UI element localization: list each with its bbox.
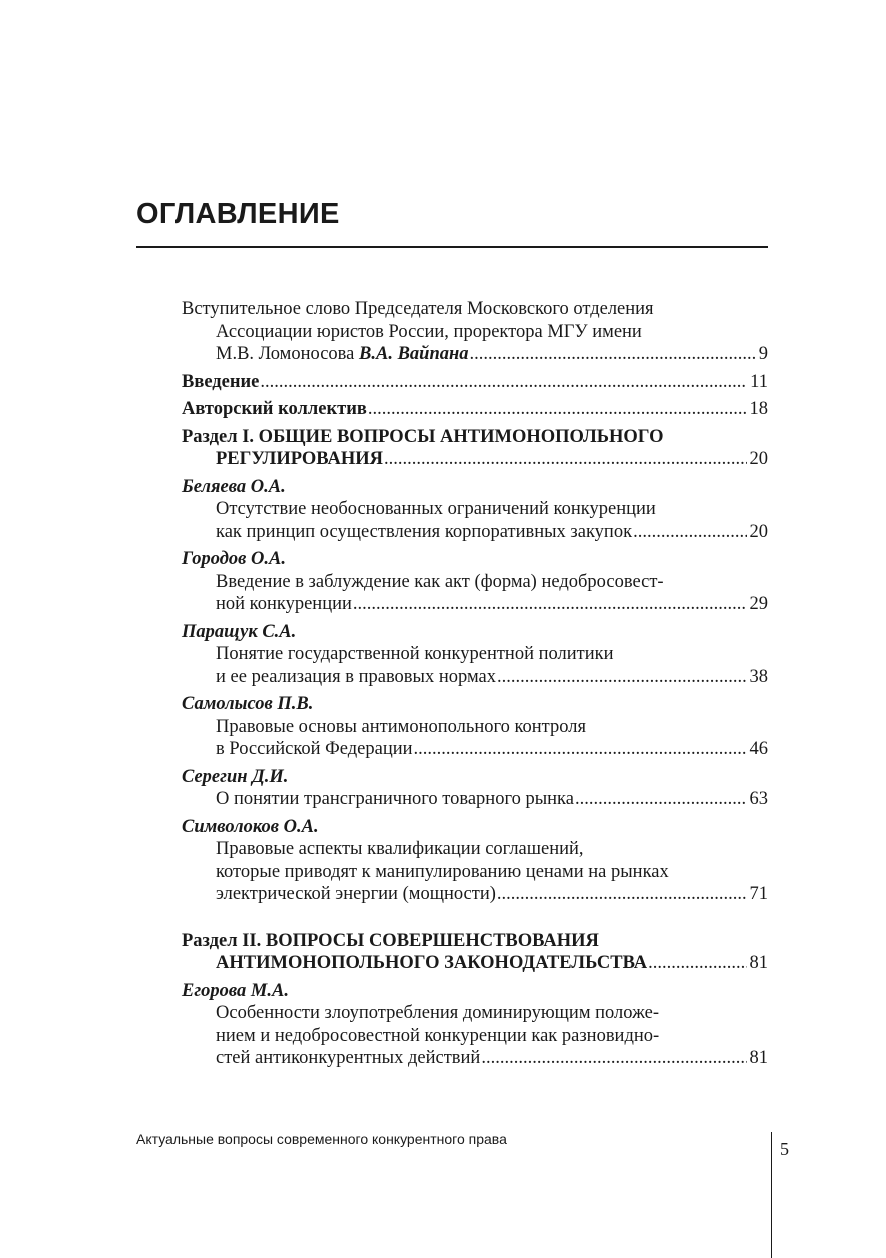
toc-text: О понятии трансграничного товарного рынка — [216, 789, 574, 809]
toc-section-title: Раздел I. ОБЩИЕ ВОПРОСЫ АНТИМОНОПОЛЬНОГО — [182, 426, 664, 447]
toc-entry-article[interactable] — [182, 766, 768, 811]
toc-line — [182, 343, 768, 366]
toc-line: нием и недобросовестной конкуренции как разновидно- — [216, 1025, 660, 1046]
toc-line — [182, 788, 768, 811]
toc-line: Правовые основы антимонопольного контроля — [216, 716, 586, 737]
toc-line — [182, 952, 768, 975]
toc-text: стей антиконкурентных действий — [216, 1048, 481, 1068]
dot-leader — [633, 521, 746, 544]
toc-author-inline: В.А. Вайпана — [359, 344, 469, 364]
toc-entry-section-2[interactable] — [182, 930, 768, 975]
toc-line — [182, 448, 768, 471]
toc-entry-section-1[interactable] — [182, 426, 768, 471]
toc-line — [182, 593, 768, 616]
toc-entry-article[interactable] — [182, 621, 768, 689]
toc-line: Введение в заблуждение как акт (форма) недобросовест- — [216, 571, 664, 592]
toc-line: Правовые аспекты квалификации соглашений, — [216, 839, 584, 859]
toc-text: как принцип осуществления корпоративных закупок — [216, 521, 633, 542]
toc-line: Ассоциации юристов России, проректора МГУ имени — [216, 321, 642, 342]
dot-leader — [648, 952, 746, 975]
dot-leader — [575, 788, 747, 811]
toc-entry-introduction[interactable] — [182, 371, 768, 394]
toc-line: которые приводят к манипулированию ценами на рынках — [216, 861, 669, 882]
footer-divider — [771, 1132, 772, 1258]
dot-leader — [414, 738, 747, 761]
toc-line — [182, 1047, 768, 1070]
page-title: ОГЛАВЛЕНИЕ — [136, 198, 340, 230]
running-footer-title: Актуальные вопросы современного конкурентного права — [136, 1131, 507, 1147]
toc-line: Понятие государственной конкурентной политики — [216, 644, 614, 664]
toc-line: Отсутствие необоснованных ограничений конкуренции — [216, 499, 656, 519]
toc-line — [182, 666, 768, 689]
dot-leader — [260, 371, 747, 394]
page-number-ref: 38 — [749, 666, 768, 687]
toc-line: Вступительное слово Председателя Московского отделения — [182, 299, 654, 319]
toc-entry-article[interactable] — [182, 476, 768, 544]
toc-section-title: Раздел II. ВОПРОСЫ СОВЕРШЕНСТВОВАНИЯ — [182, 930, 599, 951]
toc-text: в Российской Федерации — [216, 739, 413, 759]
toc-line: Особенности злоупотребления доминирующим положе- — [216, 1003, 659, 1023]
toc-author: Символоков О.А. — [182, 816, 319, 837]
page-number-ref: 20 — [749, 521, 768, 542]
toc-entry-article[interactable] — [182, 816, 768, 906]
dot-leader — [470, 343, 756, 366]
toc-text: и ее реализация в правовых нормах — [216, 666, 497, 687]
dot-leader — [368, 398, 747, 421]
page-number-ref: 11 — [750, 371, 768, 392]
toc-entry-article[interactable] — [182, 980, 768, 1070]
toc-author: Самолысов П.В. — [182, 694, 314, 714]
toc-author: Егорова М.А. — [182, 980, 289, 1001]
dot-leader — [481, 1047, 746, 1070]
page-number: 5 — [780, 1139, 789, 1159]
title-divider — [136, 246, 768, 248]
toc-line — [182, 883, 768, 906]
toc-author: Паращук С.А. — [182, 621, 297, 642]
toc-text: ной конкуренции — [216, 594, 352, 614]
page-number-ref: 18 — [749, 399, 768, 419]
toc-section-title-cont: АНТИМОНОПОЛЬНОГО ЗАКОНОДАТЕЛЬСТВА — [216, 953, 648, 973]
toc-author: Городов О.А. — [182, 549, 286, 569]
toc-author: Беляева О.А. — [182, 476, 286, 497]
toc-line — [182, 738, 768, 761]
page-number-ref: 63 — [749, 789, 768, 809]
toc-author: Серегин Д.И. — [182, 766, 289, 787]
toc-entry-article[interactable] — [182, 693, 768, 761]
toc-entry-authors[interactable] — [182, 398, 768, 421]
page-number-ref: 9 — [758, 344, 768, 364]
toc-title: Авторский коллектив — [182, 399, 367, 419]
page-number-ref: 20 — [749, 449, 768, 469]
toc-text: электрической энергии (мощности) — [216, 884, 496, 904]
table-of-contents — [182, 298, 768, 1075]
toc-line — [182, 398, 768, 421]
dot-leader — [353, 593, 747, 616]
toc-title: Введение — [182, 371, 260, 392]
dot-leader — [497, 883, 747, 906]
page-number-ref: 81 — [749, 1048, 768, 1068]
page-number-ref: 81 — [749, 953, 768, 973]
toc-entry-article[interactable] — [182, 548, 768, 616]
toc-section-title-cont: РЕГУЛИРОВАНИЯ — [216, 449, 383, 469]
page-number-ref: 71 — [749, 884, 768, 904]
toc-entry-foreword[interactable] — [182, 298, 768, 366]
toc-line-text — [216, 343, 469, 366]
dot-leader — [497, 666, 746, 689]
toc-line — [182, 371, 768, 394]
page-number-ref: 46 — [749, 739, 768, 759]
toc-text: М.В. Ломоносова — [216, 344, 360, 364]
toc-line — [182, 521, 768, 544]
dot-leader — [384, 448, 747, 471]
page-number-ref: 29 — [749, 594, 768, 614]
